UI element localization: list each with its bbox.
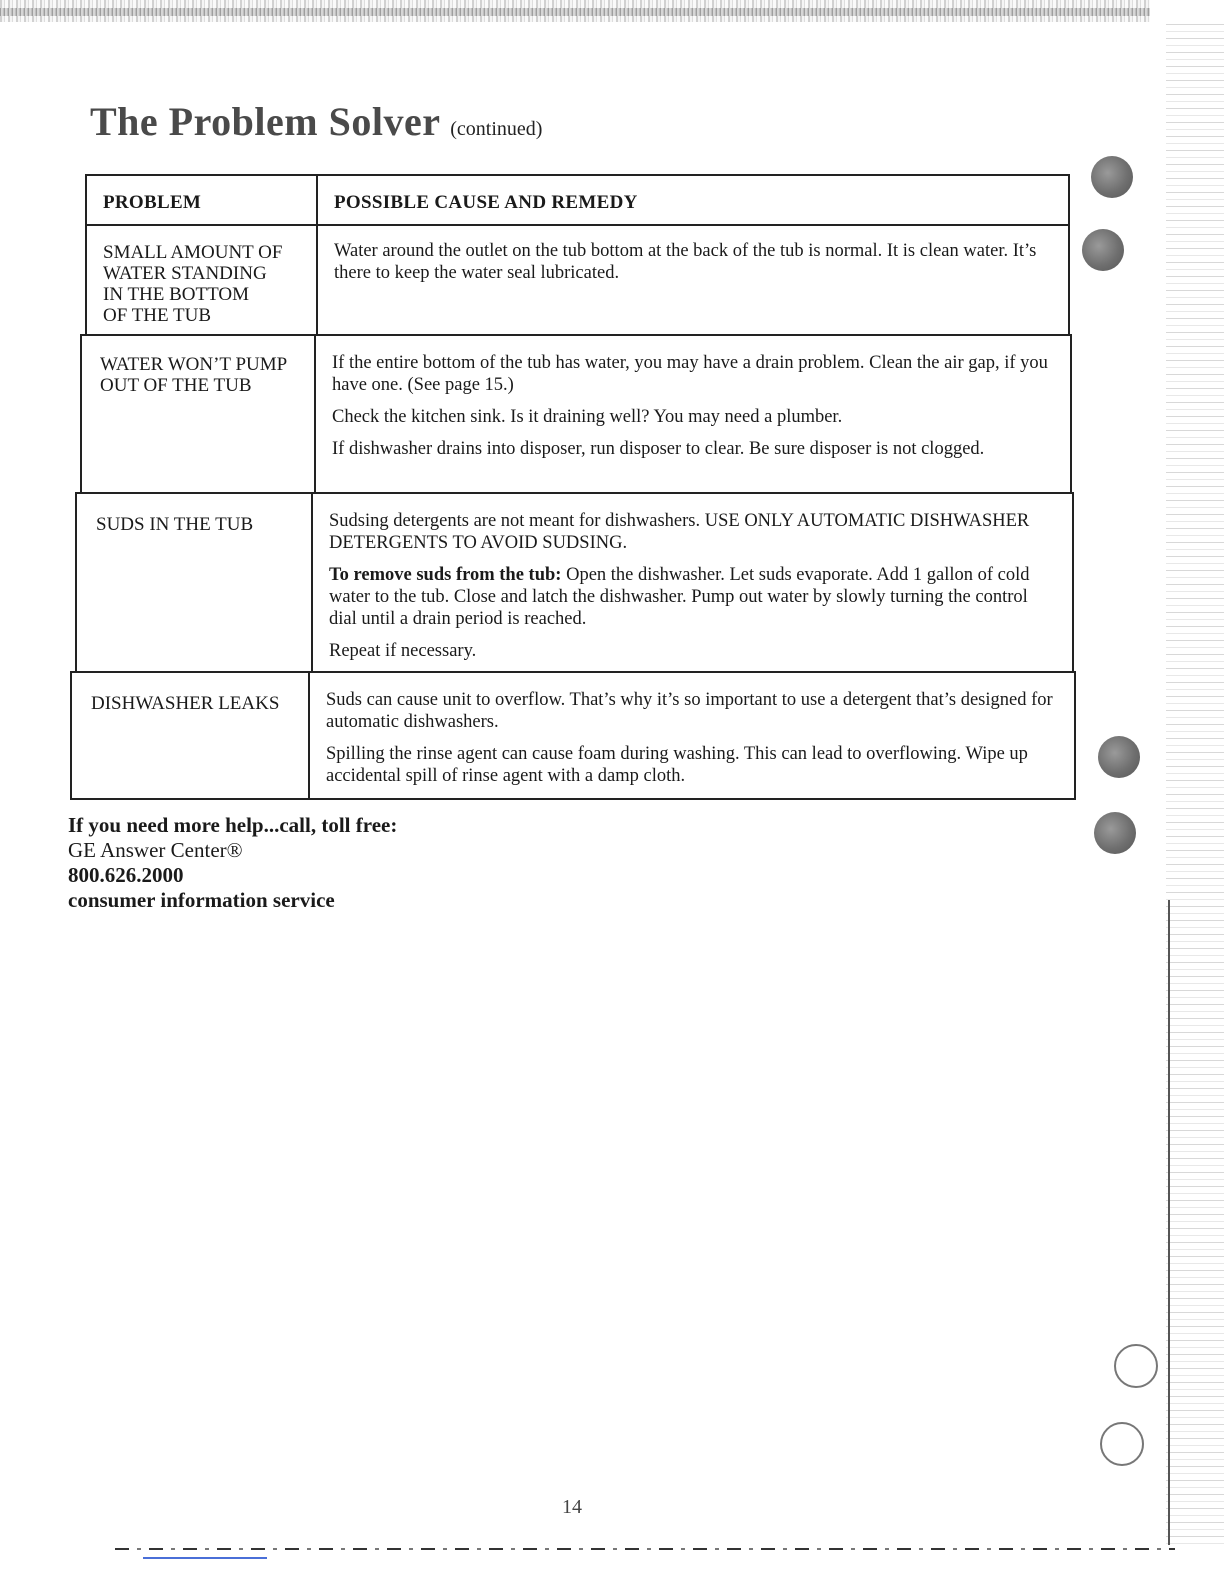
help-call-line: If you need more help...call, toll free: — [68, 813, 398, 837]
remedy-paragraph: Suds can cause unit to overflow. That’s why it’s so important to use a detergent that’s designed for automatic dishwashers. — [326, 690, 1053, 732]
page-title-sub: (continued) — [450, 118, 543, 140]
remedy-text — [334, 240, 1046, 294]
help-phone-number: 800.626.2000 — [68, 863, 184, 887]
remedy-paragraph: Sudsing detergents are not meant for dishwashers. USE ONLY AUTOMATIC DISHWASHER DETERGENTS TO AVOID SUDSING. — [329, 511, 1030, 553]
binder-hole-open-icon — [1114, 1344, 1158, 1388]
problem-line: SMALL AMOUNT OF — [103, 242, 283, 263]
remedy-text — [332, 352, 1050, 470]
problem-line: WATER WON’T PUMP — [100, 354, 288, 375]
remedy-paragraph-with-lead — [329, 564, 1055, 630]
binder-hole-open-icon — [1100, 1422, 1144, 1466]
table-header-problem: PROBLEM — [103, 192, 202, 213]
binder-hole-icon — [1082, 229, 1124, 271]
page-number: 14 — [562, 1496, 582, 1518]
scan-edge-top — [0, 0, 1150, 22]
table-row-remedy — [311, 492, 1074, 673]
page-title — [90, 98, 542, 145]
problem-label — [103, 242, 282, 326]
problem-line: SUDS IN THE TUB — [96, 514, 254, 535]
table-row-remedy — [308, 671, 1076, 800]
remedy-text — [326, 689, 1056, 797]
scan-edge-bottom — [115, 1548, 1175, 1550]
remedy-paragraph: If the entire bottom of the tub has water, you may have a drain problem. Clean the air gap, if you have one. (See page 15.) — [332, 353, 1048, 395]
scan-edge-line — [1168, 900, 1170, 1545]
help-service-line: consumer information service — [68, 888, 335, 912]
table-row-problem — [80, 334, 316, 494]
remedy-paragraph: Open the dishwasher. Let suds evaporate. Add 1 gallon of cold water to the tub. Close and latch the dishwasher. Pump out water by slowly turning the control dial until a drain period is reached. — [329, 565, 1030, 629]
table-header-remedy-cell — [316, 174, 1070, 226]
table-row-problem — [85, 224, 318, 336]
remedy-paragraph: Water around the outlet on the tub bottom at the back of the tub is normal. It is clean water. It’s there to keep the water seal lubricated. — [334, 241, 1037, 283]
remedy-paragraph: Repeat if necessary. — [329, 641, 477, 661]
problem-label — [100, 354, 287, 396]
table-header-remedy: POSSIBLE CAUSE AND REMEDY — [334, 192, 638, 213]
blue-mark — [143, 1557, 267, 1559]
problem-line: OUT OF THE TUB — [100, 375, 252, 396]
remedy-paragraph: Check the kitchen sink. Is it draining well? You may need a plumber. — [332, 407, 843, 427]
table-row-problem — [70, 671, 310, 800]
remedy-paragraph: If dishwasher drains into disposer, run disposer to clear. Be sure disposer is not clogged. — [332, 439, 985, 459]
table-row-problem — [75, 492, 313, 673]
binder-hole-icon — [1094, 812, 1136, 854]
problem-label — [96, 514, 253, 535]
problem-label — [91, 693, 279, 714]
table-row-remedy — [314, 334, 1072, 494]
help-block — [68, 813, 397, 913]
problem-line: WATER STANDING — [103, 263, 267, 284]
problem-line: DISHWASHER LEAKS — [91, 693, 280, 714]
remedy-paragraph: Spilling the rinse agent can cause foam during washing. This can lead to overflowing. Wipe up accidental spill of rinse agent with a damp cloth. — [326, 744, 1028, 786]
problem-line: IN THE BOTTOM — [103, 284, 250, 305]
help-answer-center: GE Answer Center® — [68, 838, 243, 862]
scan-edge-right — [1166, 20, 1224, 1550]
binder-hole-icon — [1091, 156, 1133, 198]
table-row-remedy — [316, 224, 1070, 336]
page-title-main: The Problem Solver — [90, 99, 440, 144]
table-header-problem-cell — [85, 174, 318, 226]
problem-line: OF THE TUB — [103, 305, 212, 326]
remedy-lead: To remove suds from the tub: — [329, 565, 562, 585]
remedy-text — [329, 510, 1055, 672]
binder-hole-icon — [1098, 736, 1140, 778]
